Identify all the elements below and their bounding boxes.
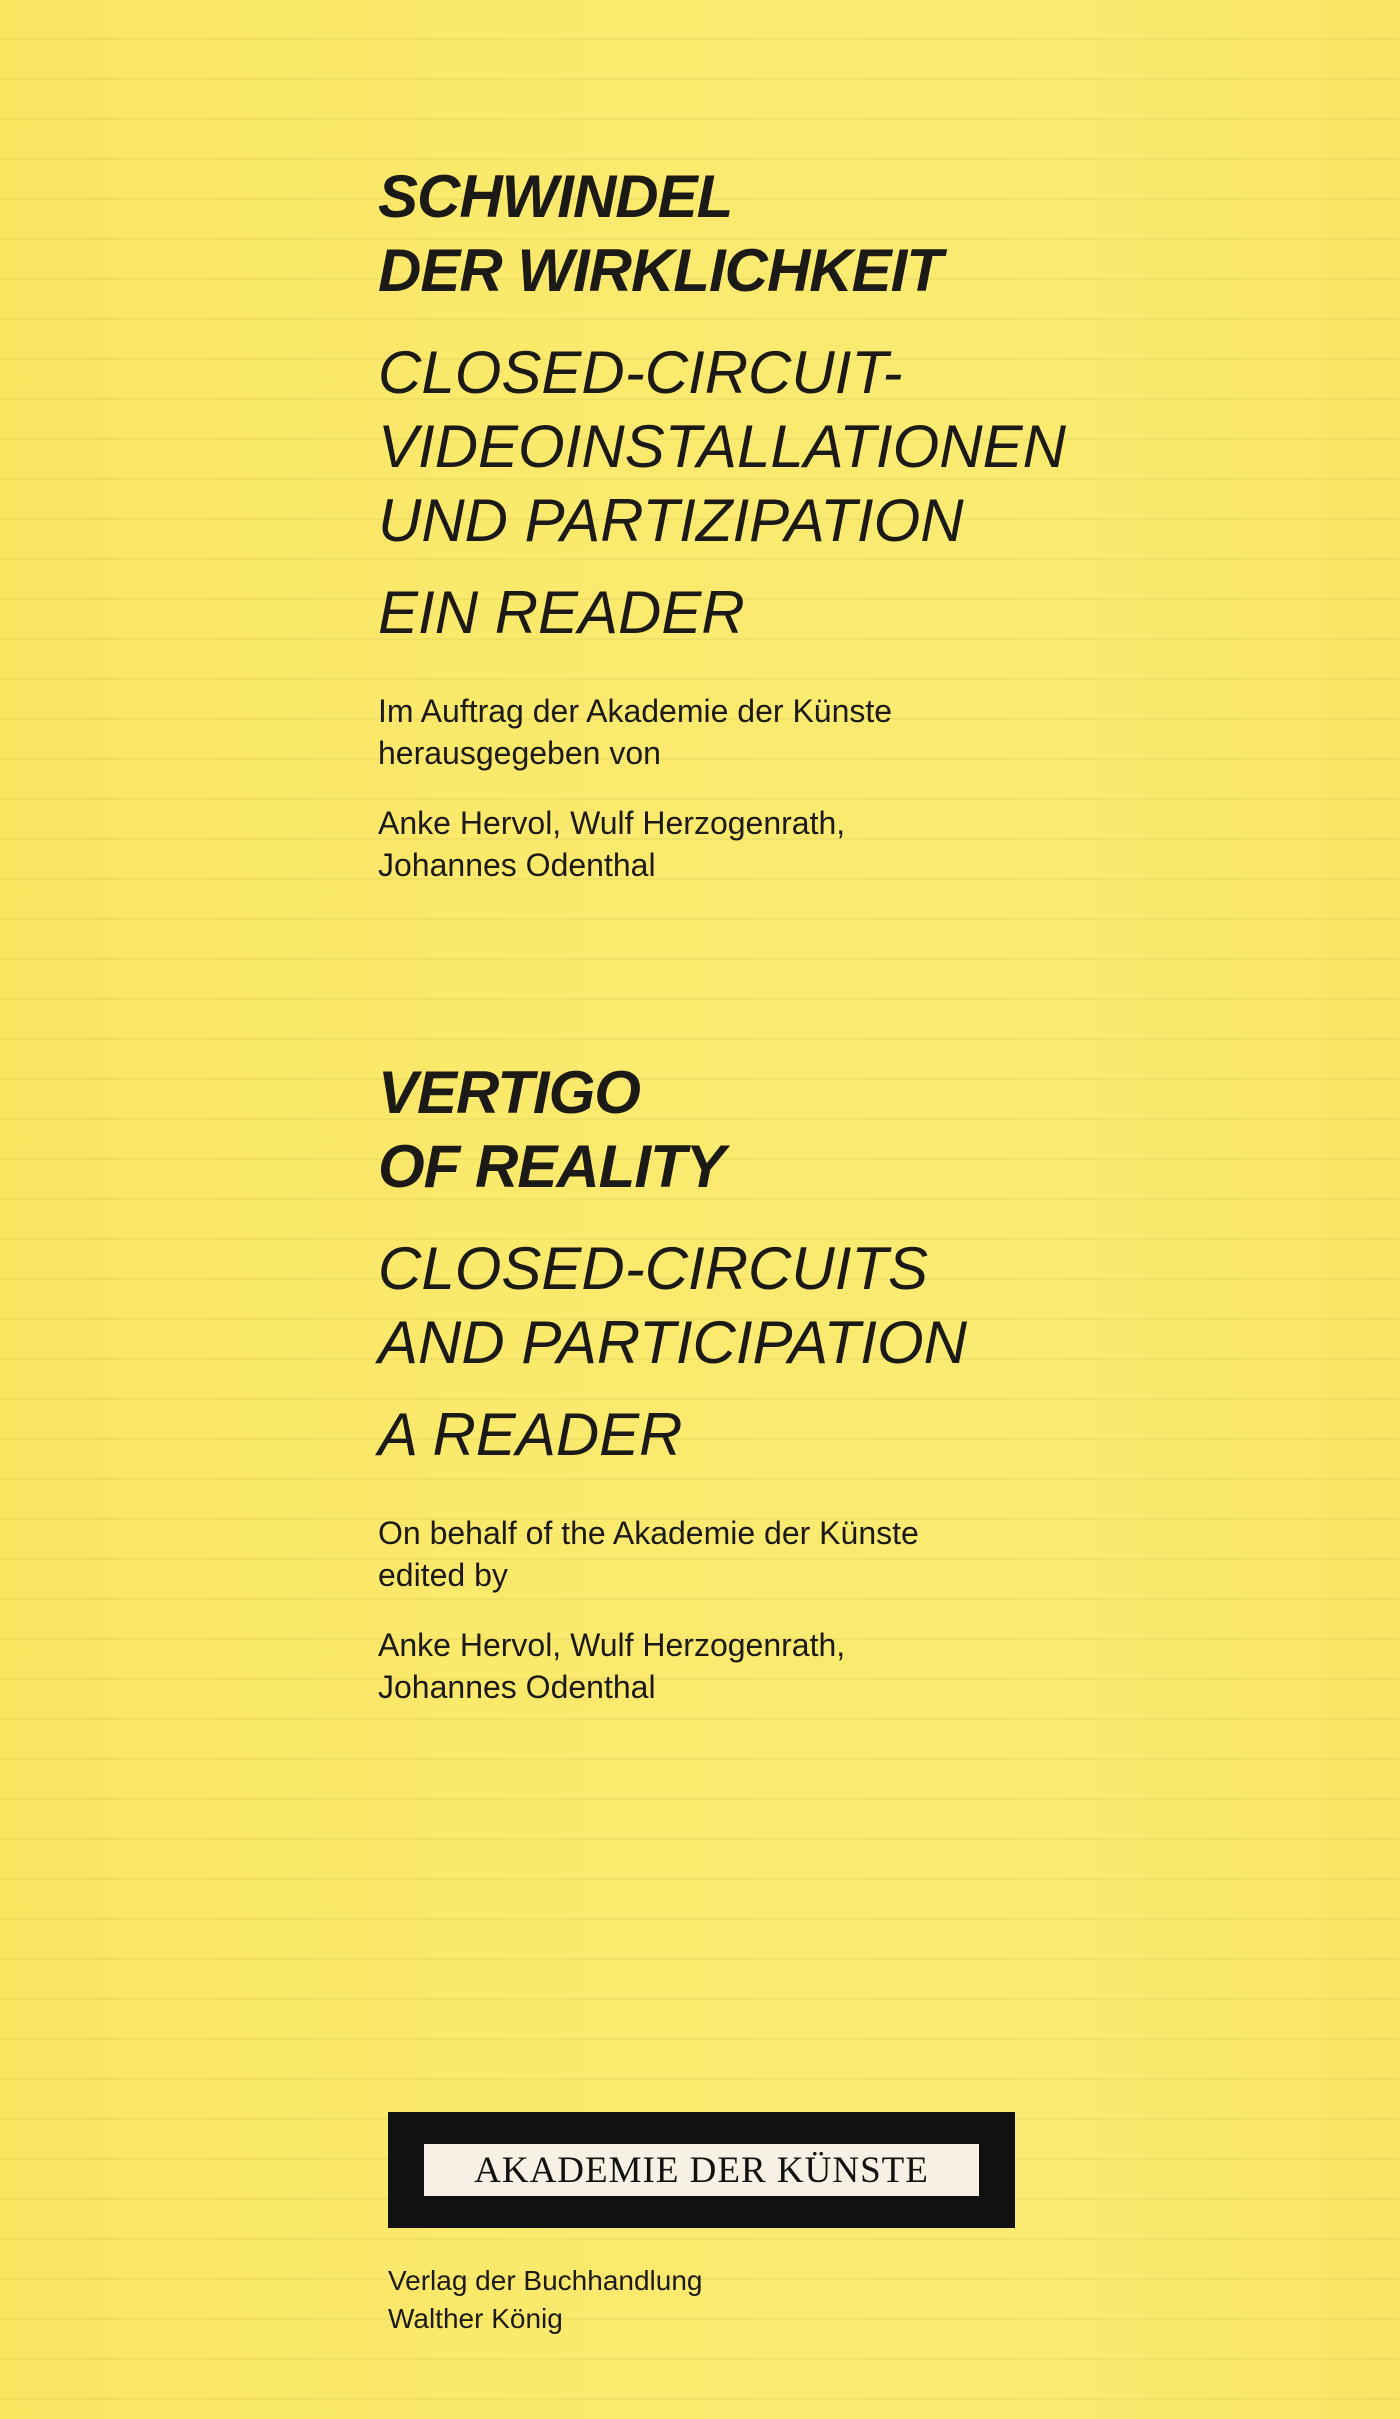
english-reader-label: A READER (378, 1401, 683, 1468)
german-subtitle-line-2: VIDEOINSTALLATIONEN (378, 413, 1066, 480)
english-subtitle-line-1: CLOSED-CIRCUITS (378, 1235, 929, 1302)
german-subtitle-line-3: UND PARTIZIPATION (378, 487, 964, 554)
publisher-line-1: Verlag der Buchhandlung (388, 2265, 703, 2296)
german-title-line-2: DER WIRKLICHKEIT (378, 237, 942, 304)
english-commission-line-2: edited by (378, 1557, 508, 1593)
akademie-logo (388, 2112, 1015, 2228)
german-commission-line-1: Im Auftrag der Akademie der Künste (378, 693, 893, 729)
english-subtitle-line-2: AND PARTICIPATION (378, 1309, 967, 1376)
title-page-content (378, 160, 1278, 1708)
german-commission-line-2: herausgegeben von (378, 735, 661, 771)
german-block (378, 160, 1278, 886)
english-editors-line-2: Johannes Odenthal (378, 1669, 656, 1705)
publisher-block (388, 2262, 702, 2338)
german-title-line-1: SCHWINDEL (378, 163, 733, 230)
english-title-line-1: VERTIGO (378, 1059, 640, 1126)
german-editors-line-1: Anke Hervol, Wulf Herzogenrath, (378, 805, 846, 841)
akademie-logo-panel (424, 2144, 979, 2196)
akademie-logo-text: AKADEMIE DER KÜNSTE (474, 2149, 929, 2191)
german-reader-label: EIN READER (378, 579, 745, 646)
english-block (378, 1056, 1278, 1708)
english-editors-line-1: Anke Hervol, Wulf Herzogenrath, (378, 1627, 846, 1663)
english-commission-line-1: On behalf of the Akademie der Künste (378, 1515, 919, 1551)
publisher-line-2: Walther König (388, 2303, 563, 2334)
german-editors-line-2: Johannes Odenthal (378, 847, 656, 883)
english-title-line-2: OF REALITY (378, 1133, 725, 1200)
german-subtitle-line-1: CLOSED-CIRCUIT- (378, 339, 903, 406)
